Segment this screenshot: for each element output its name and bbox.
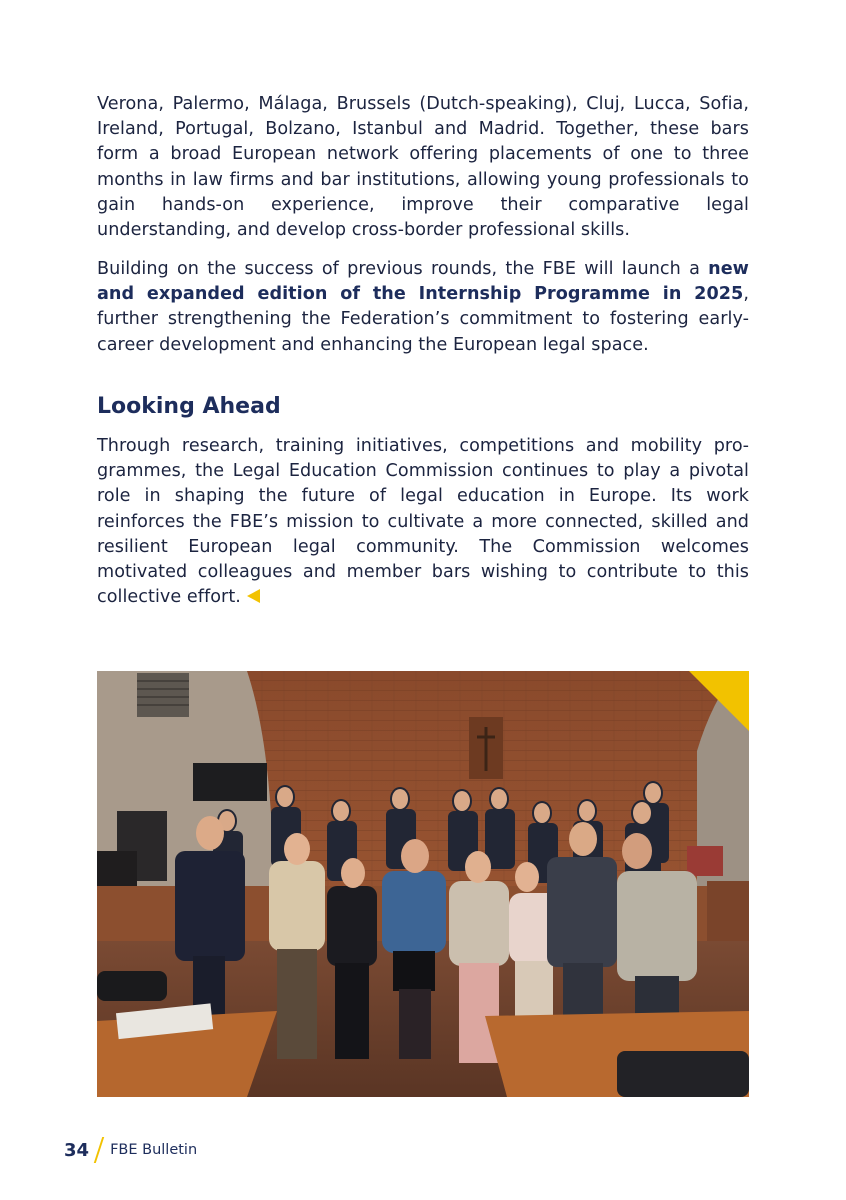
body-paragraph-2 <box>97 257 749 358</box>
body-paragraph-1: Verona, Palermo, Málaga, Brussels (Dutch-speaking), Cluj, Lucca, Sofia, Ireland, Portugal, Bolzano, Istanbul and Madrid. Together, these bars form a broad European network offering placements of one to three months in law firms and bar institutions, allowing young professionals to gain hands-on experience, improve their comparative legal understanding, and develop cross-border professional skills. <box>97 94 749 241</box>
footer-divider <box>94 1137 104 1163</box>
section-heading-looking-ahead: Looking Ahead <box>97 394 281 419</box>
end-of-article-marker-icon <box>247 589 260 603</box>
page-number: 34 <box>64 1139 90 1161</box>
group-photo <box>97 671 749 1097</box>
paragraph-2-text-start: Building on the success of previous rounds, the FBE will launch a <box>97 259 709 279</box>
paragraph-2-highlight: new and expanded edition of the Internship Programme in 2025 <box>97 259 749 305</box>
page-footer <box>64 1136 197 1164</box>
group-photo-courtroom-icon <box>97 671 749 1097</box>
paragraph-2-text-end: , further strengthening the Federation’s commitment to fostering early-career development and enhancing the European legal space. <box>97 284 749 355</box>
body-paragraph-3 <box>97 434 749 610</box>
publication-title: FBE Bulletin <box>110 1142 198 1158</box>
paragraph-3-text: Through research, training initiatives, competitions and mobility programmes, the Legal Education Commission continues to play a pivotal role in shaping the future of legal education in Europe. Its work reinforces the FBE’s mission to cultivate a more connected, skilled and resilient European legal community. The Commission welcomes motivated colleagues and member bars wishing to contribute to this collective effort. <box>97 436 749 608</box>
